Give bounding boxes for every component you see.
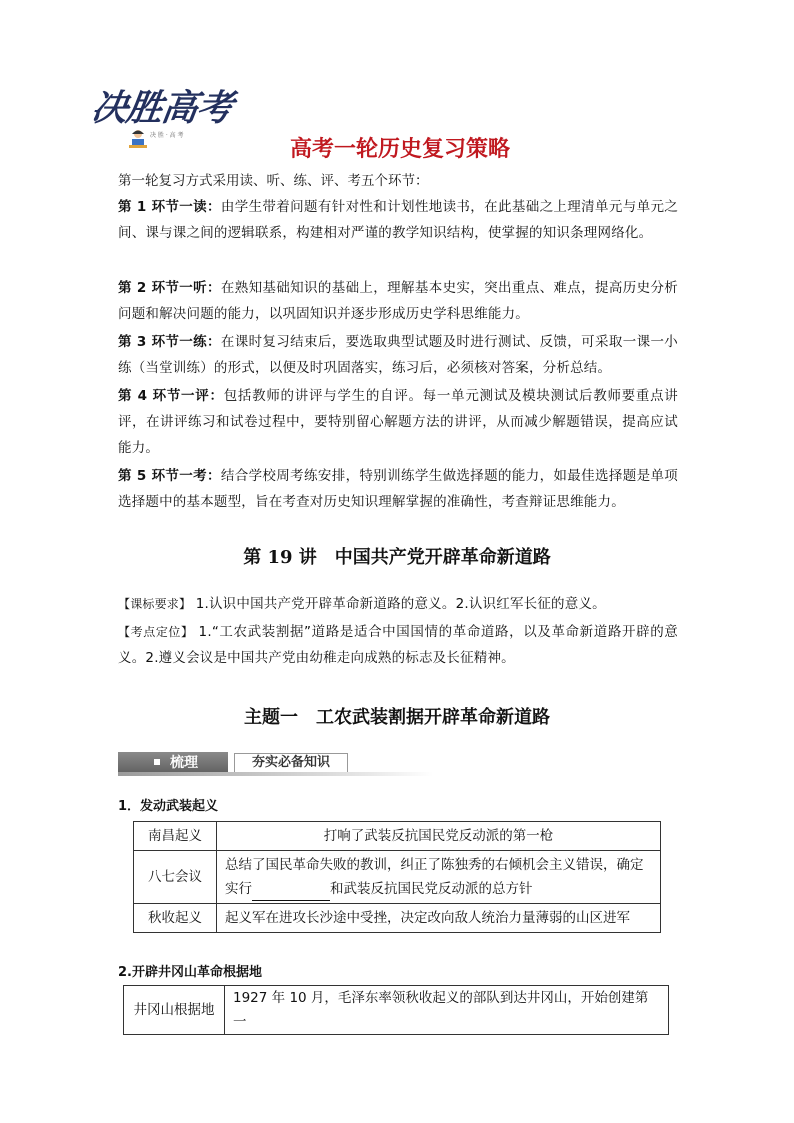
table-row <box>124 986 669 1035</box>
logo-subtitle: 决 胜 · 高 考 <box>150 132 184 139</box>
topic-title: 主题一 工农武装割据开辟革命新道路 <box>244 707 550 728</box>
banner-underline <box>118 772 433 776</box>
table-value: 打响了武装反抗国民党反动派的第一枪 <box>217 822 661 851</box>
table-row <box>134 822 661 851</box>
lecture-title: 第 19 讲 中国共产党开辟革命新道路 <box>243 547 551 568</box>
intro-text: 第一轮复习方式采用读、听、练、评、考五个环节： <box>118 173 429 189</box>
exam-focus: 【考点定位】 1.“工农武装割据”道路是适合中国国情的革命道路，以及革命新道路开辟的意义。2.遵义会议是中国共产党由幼稚走向成熟的标志及长征精神。 <box>118 624 678 666</box>
table-key: 井冈山根据地 <box>124 986 225 1035</box>
step-5: 第 5 环节一考：结合学校周考练安排，特别训练学生做选择题的能力，如最佳选择题是单项选择题中的基本题型，旨在考查对历史知识理解掌握的准确性，考查辩证思维能力。 <box>118 468 678 510</box>
banner-subtitle: 夯实必备知识 <box>234 753 348 773</box>
section-heading-1: 1．发动武装起义 <box>118 799 219 814</box>
table-key: 秋收起义 <box>134 904 217 933</box>
section-banner <box>118 752 433 776</box>
table-value: 起义军在进攻长沙途中受挫，决定改向敌人统治力量薄弱的山区进军 <box>217 904 661 933</box>
square-bullet-icon <box>154 759 160 765</box>
table-value: 1927 年 10 月，毛泽东率领秋收起义的部队到达井冈山，开始创建第一 <box>225 986 669 1035</box>
table-row <box>134 904 661 933</box>
section-heading-2: 2.开辟井冈山革命根据地 <box>118 965 262 980</box>
step-3: 第 3 环节一练：在课时复习结束后，要选取典型试题及时进行测试、反馈，可采取一课一小练（当堂训练）的形式，以便及时巩固落实，练习后，必须核对答案，分析总结。 <box>118 334 678 376</box>
page-title: 高考一轮历史复习策略 <box>289 137 510 162</box>
curriculum-requirements: 【课标要求】 1.认识中国共产党开辟革命新道路的意义。2.认识红军长征的意义。 <box>118 596 606 612</box>
table-key: 八七会议 <box>134 851 217 904</box>
table-key: 南昌起义 <box>134 822 217 851</box>
jinggangshan-table <box>123 985 669 1035</box>
answer-blank[interactable] <box>252 884 330 901</box>
table-value: 总结了国民革命失败的教训，纠正了陈独秀的右倾机会主义错误，确定实行 和武装反抗国民党反动派的总方针 <box>217 851 661 904</box>
uprisings-table <box>133 821 661 933</box>
step-1: 第 1 环节一读：由学生带着问题有针对性和计划性地读书，在此基础之上理清单元与单元之间、课与课之间的逻辑联系，构建相对严谨的教学知识结构，使掌握的知识条理网络化。 <box>118 199 678 241</box>
step-4: 第 4 环节一评：包括教师的讲评与学生的自评。每一单元测试及模块测试后教师要重点讲评，在讲评练习和试卷过程中，要特别留心解题方法的讲评，从而减少解题错误，提高应试能力。 <box>118 388 678 456</box>
banner-label: 梳理 <box>118 752 228 774</box>
logo-text: 决胜高考 <box>88 87 235 129</box>
step-2: 第 2 环节一听：在熟知基础知识的基础上，理解基本史实，突出重点、难点，提高历史分析问题和解决问题的能力，以巩固知识并逐步形成历史学科思维能力。 <box>118 280 678 322</box>
table-row <box>134 851 661 904</box>
